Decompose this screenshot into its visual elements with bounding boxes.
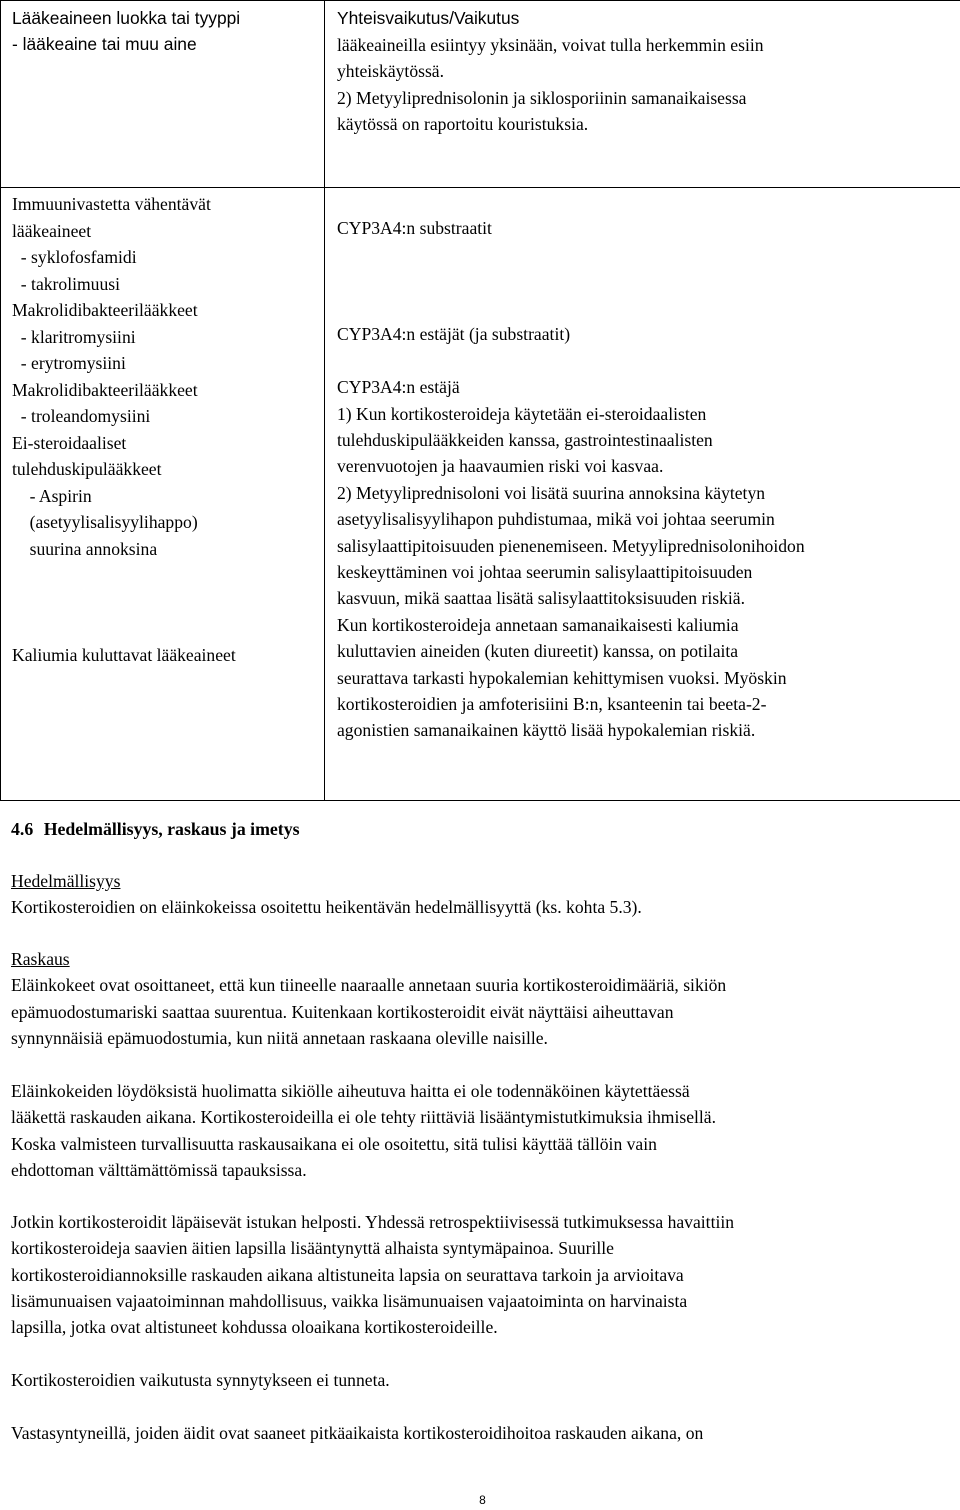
header-cell-interaction <box>325 1 960 188</box>
potassium-line: Kun kortikosteroideja annetaan samanaikaisesti kaliumia <box>337 614 739 635</box>
paragraph-line: Vastasyntyneillä, joiden äidit ovat saaneet pitkäaikaista kortikosteroidihoitoa raskauden aikana, on <box>11 1423 704 1443</box>
nsaid-line: keskeyttäminen voi johtaa seerumin salisylaattipitoisuuden <box>337 561 753 582</box>
drug-line: suurina annoksina <box>12 538 158 559</box>
paragraph-line: lapsilla, jotka ovat altistuneet kohdussa oloaikana kortikosteroideille. <box>11 1317 498 1338</box>
nsaid-line: salisylaattipitoisuuden pienenemiseen. Metyyliprednisolonihoidon <box>337 535 805 556</box>
drug-line: Makrolidibakteerilääkkeet <box>12 300 198 320</box>
drug-line: - Aspirin <box>12 485 92 506</box>
paragraph-line: lisämunuaisen vajaatoiminnan mahdollisuus, vaikka lisämunuaisen vajaatoiminta on harvinaista <box>11 1290 688 1311</box>
paragraph-line: ehdottoman välttämättömissä tapauksissa. <box>11 1159 307 1180</box>
pregnancy-paragraph-4 <box>11 1367 951 1393</box>
drug-list-cell <box>1 188 325 801</box>
nsaid-line: tulehduskipulääkkeiden kanssa, gastrointestinaalisten <box>337 429 713 450</box>
paragraph-line: Koska valmisteen turvallisuutta raskausaikana ei ole osoitettu, sitä tulisi käyttää tällöin vain <box>11 1133 657 1154</box>
continuation-line: 2) Metyyliprednisolonin ja siklosporiinin samanaikaisessa <box>337 87 747 108</box>
nsaid-line: asetyylisalisyylihapon puhdistumaa, mikä voi johtaa seerumin <box>337 509 775 530</box>
header-left-line: - lääkeaine tai muu aine <box>12 34 197 54</box>
paragraph-line: Eläinkokeiden löydöksistä huolimatta sikiölle aiheutuva haitta ei ole todennäköinen käytettäessä <box>11 1081 690 1101</box>
pregnancy-heading: Raskaus <box>11 949 70 969</box>
potassium-line: agonistien samanaikainen käyttö lisää hypokalemian riskiä. <box>337 720 756 741</box>
section-title: Hedelmällisyys, raskaus ja imetys <box>43 819 300 839</box>
cyp-inhibitor: CYP3A4:n estäjä <box>337 377 460 397</box>
pregnancy-paragraph-2 <box>11 1078 951 1183</box>
paragraph-line: epämuodostumariski saattaa suurentua. Kuitenkaan kortikosteroidit eivät näyttäisi aiheuttavan <box>11 1001 674 1022</box>
cyp-inhibitors-substrates: CYP3A4:n estäjät (ja substraatit) <box>337 323 571 344</box>
nsaid-line: 1) Kun kortikosteroideja käytetään ei-steroidaalisten <box>337 403 707 424</box>
fertility-heading: Hedelmällisyys <box>11 871 121 891</box>
drug-line: tulehduskipulääkkeet <box>12 459 162 479</box>
paragraph-line: kortikosteroideja saavien äitien lapsilla lisääntynyttä alhaista syntymäpainoa. Suurille <box>11 1238 614 1259</box>
header-left-line: Lääkeaineen luokka tai tyyppi <box>12 8 241 28</box>
page-number: 8 <box>479 1493 486 1507</box>
drug-line: - klaritromysiini <box>12 326 136 347</box>
paragraph-line: Kortikosteroidien vaikutusta synnytykseen ei tunneta. <box>11 1370 390 1390</box>
drug-line: lääkeaineet <box>12 220 92 241</box>
drug-line: - troleandomysiini <box>12 406 151 426</box>
drug-line: - erytromysiini <box>12 353 126 373</box>
pregnancy-paragraph-5 <box>11 1420 951 1446</box>
paragraph-line: synnynnäisiä epämuodostumia, kun niitä annetaan raskaana oleville naisille. <box>11 1027 548 1048</box>
nsaid-line: kasvuun, mikä saattaa lisätä salisylaattitoksisuuden riskiä. <box>337 588 745 609</box>
drug-line: Makrolidibakteerilääkkeet <box>12 379 198 400</box>
paragraph-line: Eläinkokeet ovat osoittaneet, että kun tiineelle naaraalle annetaan suuria kortikosteroidimääriä, sikiön <box>11 975 727 996</box>
drug-line: - syklofosfamidi <box>12 247 137 267</box>
table-body-row <box>1 188 960 801</box>
nsaid-line: 2) Metyyliprednisoloni voi lisätä suurina annoksina käytetyn <box>337 482 766 503</box>
section-number: 4.6 <box>11 819 34 839</box>
continuation-line: yhteiskäytössä. <box>337 61 445 82</box>
effect-cell <box>325 188 960 801</box>
paragraph-line: kortikosteroidiannoksille raskauden aikana altistuneita lapsia on seurattava tarkoin ja arvioitava <box>11 1264 684 1285</box>
potassium-line: seurattava tarkasti hypokalemian kehittymisen vuoksi. Myöskin <box>337 667 787 688</box>
continuation-line: käytössä on raportoitu kouristuksia. <box>337 113 589 134</box>
fertility-text: Kortikosteroidien on eläinkokeissa osoitettu heikentävän hedelmällisyyttä (ks. kohta 5.3). <box>11 897 642 918</box>
header-right-title: Yhteisvaikutus/Vaikutus <box>337 8 520 28</box>
table-header-row <box>1 1 960 188</box>
drug-line: Ei-steroidaaliset <box>12 432 127 453</box>
header-cell-drug-class <box>1 1 325 188</box>
drug-line: Immuunivastetta vähentävät <box>12 194 211 214</box>
drug-line-potassium: Kaliumia kuluttavat lääkeaineet <box>12 645 236 665</box>
drug-line: (asetyylisalisyylihappo) <box>12 512 198 532</box>
fertility-block <box>11 868 951 921</box>
paragraph-line: lääkettä raskauden aikana. Kortikosteroideilla ei ole tehty riittäviä lisääntymistutkimuksia ihmisellä. <box>11 1107 717 1128</box>
drug-line: - takrolimuusi <box>12 273 120 294</box>
potassium-line: kortikosteroidien ja amfoterisiini B:n, ksanteenin tai beeta-2- <box>337 693 767 714</box>
paragraph-line: Jotkin kortikosteroidit läpäisevät istukan helposti. Yhdessä retrospektiivisessä tutkimuksessa havaittiin <box>11 1212 735 1232</box>
cyp-substrates: CYP3A4:n substraatit <box>337 218 492 238</box>
nsaid-line: verenvuotojen ja haavaumien riski voi kasvaa. <box>337 456 664 477</box>
pregnancy-block <box>11 946 951 1051</box>
pregnancy-paragraph-3 <box>11 1209 951 1340</box>
section-heading <box>11 819 300 840</box>
continuation-line: lääkeaineilla esiintyy yksinään, voivat tulla herkemmin esiin <box>337 35 764 55</box>
potassium-line: kuluttavien aineiden (kuten diureetit) kanssa, on potilaita <box>337 641 739 662</box>
